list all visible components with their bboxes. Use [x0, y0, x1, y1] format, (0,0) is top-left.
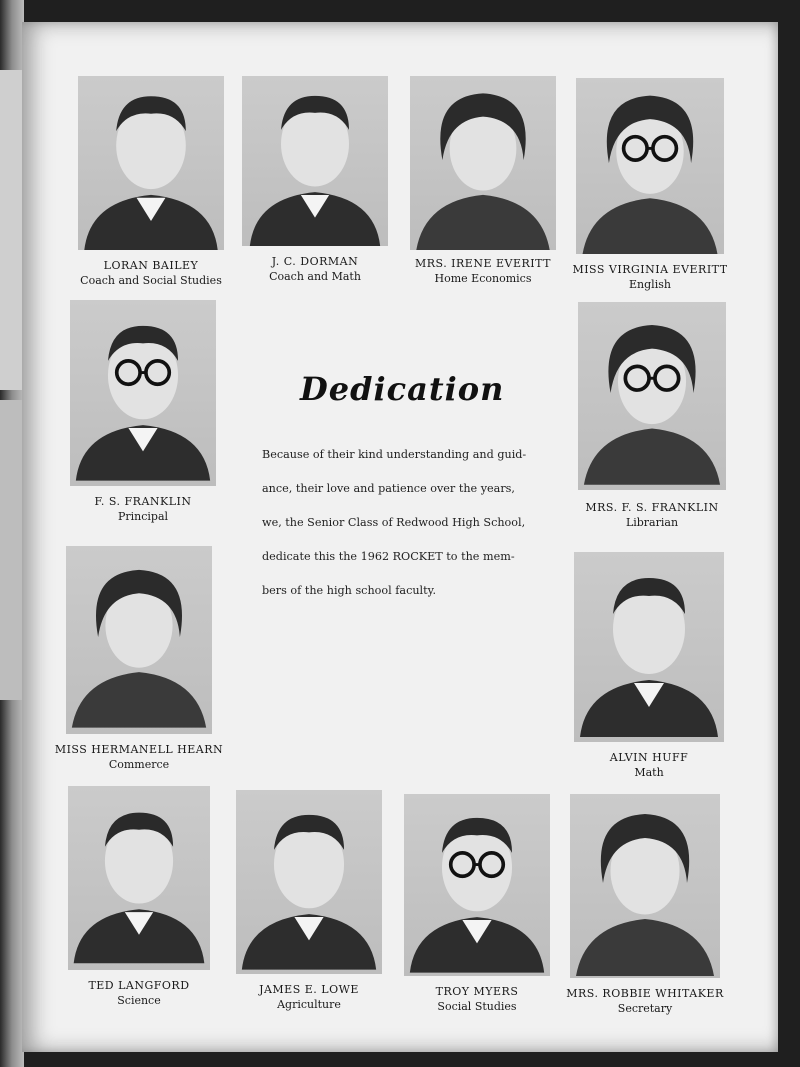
faculty-role: Home Economics [434, 272, 532, 286]
portrait-man-icon [574, 552, 724, 742]
portrait-man-icon [236, 790, 382, 974]
caption-bailey [63, 258, 239, 289]
faculty-name: MISS HERMANELL HEARN [54, 743, 224, 756]
caption-mrs-franklin [560, 500, 744, 531]
caption-whitaker [550, 986, 740, 1017]
faculty-name: MRS. ROBBIE WHITAKER [566, 987, 724, 1000]
portrait-man-icon [242, 76, 388, 246]
caption-huff [555, 750, 743, 781]
faculty-role: Agriculture [277, 998, 341, 1012]
caption-virginia-everitt [558, 262, 742, 293]
dedication-line: bers of the high school faculty. [262, 584, 437, 597]
faculty-name: J. C. DORMAN [271, 255, 359, 268]
portrait-woman-glasses-icon [578, 302, 726, 490]
dedication-title: Dedication [300, 370, 505, 408]
faculty-name: LORAN BAILEY [103, 259, 199, 272]
dedication-line: Because of their kind understanding and guid- [262, 448, 527, 461]
caption-hearn [49, 742, 229, 773]
caption-lowe [219, 982, 399, 1013]
portrait-woman-glasses-icon [576, 78, 724, 254]
portrait-man-icon [68, 786, 210, 970]
faculty-role: Coach and Social Studies [80, 274, 222, 288]
faculty-role: Librarian [625, 516, 679, 530]
dedication-line: dedicate this the 1962 ROCKET to the mem- [262, 550, 515, 563]
portrait-man-icon [78, 76, 224, 250]
faculty-role: Principal [117, 510, 169, 524]
dedication-line: we, the Senior Class of Redwood High School, [262, 516, 526, 529]
caption-franklin [53, 494, 233, 525]
portrait-woman-icon [570, 794, 720, 978]
portrait-woman-icon [410, 76, 556, 250]
caption-dorman [227, 254, 403, 285]
portrait-man-glasses-icon [404, 794, 550, 976]
caption-myers [387, 984, 567, 1015]
faculty-name: JAMES E. LOWE [259, 983, 359, 996]
faculty-name: MISS VIRGINIA EVERITT [572, 263, 728, 276]
faculty-name: TED LANGFORD [88, 979, 190, 992]
faculty-role: English [629, 278, 671, 292]
faculty-role: Coach and Math [269, 270, 361, 284]
portrait-man-glasses-icon [70, 300, 216, 486]
faculty-name: F. S. FRANKLIN [94, 495, 192, 508]
faculty-name: ALVIN HUFF [609, 751, 689, 764]
faculty-name: TROY MYERS [435, 985, 519, 998]
faculty-role: Science [117, 994, 161, 1008]
dedication-body [262, 438, 532, 608]
caption-langford [49, 978, 229, 1009]
adjacent-page-strip [0, 400, 22, 700]
adjacent-page-strip [0, 70, 22, 390]
dedication-line: ance, their love and patience over the years, [262, 482, 515, 495]
caption-irene-everitt [393, 256, 573, 287]
faculty-role: Secretary [617, 1002, 673, 1016]
faculty-name: MRS. IRENE EVERITT [415, 257, 551, 270]
faculty-role: Math [634, 766, 664, 780]
faculty-name: MRS. F. S. FRANKLIN [585, 501, 719, 514]
portrait-woman-icon [66, 546, 212, 734]
faculty-role: Social Studies [437, 1000, 517, 1014]
faculty-role: Commerce [108, 758, 170, 772]
